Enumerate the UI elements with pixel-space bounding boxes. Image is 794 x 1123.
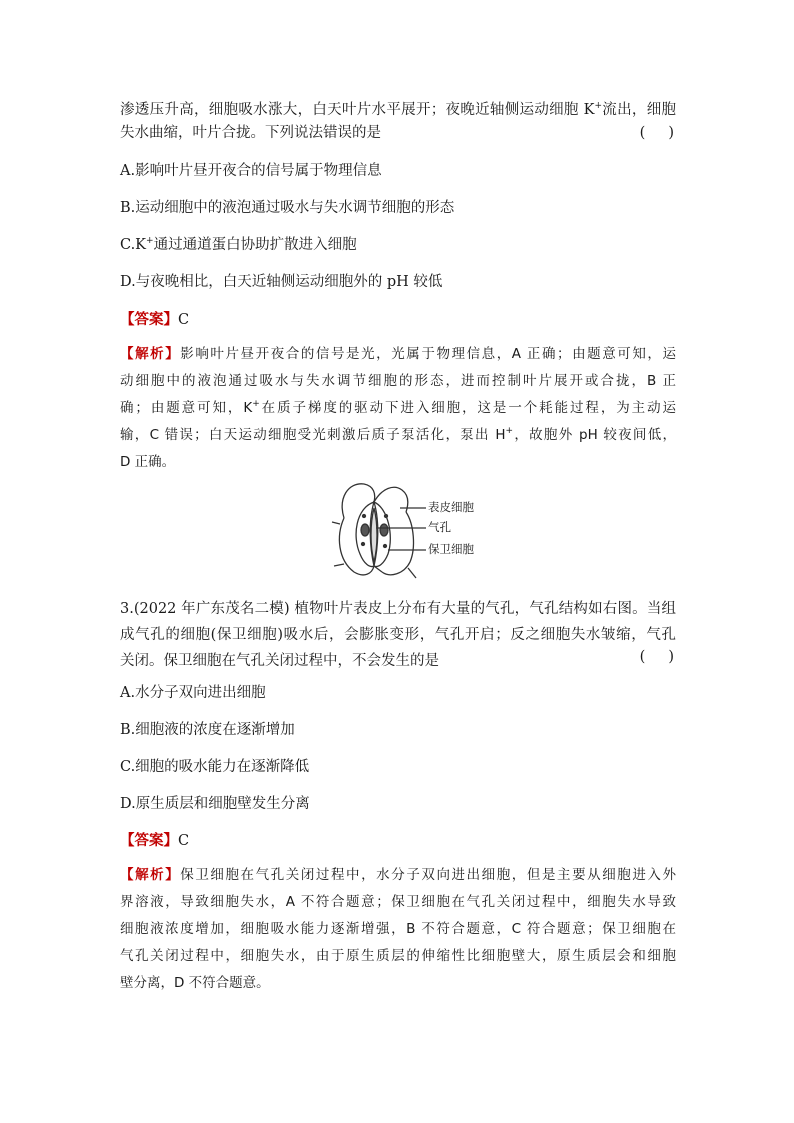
q3-analysis-row-2: 界溶液，导致细胞失水，A 不符合题意；保卫细胞在气孔关闭过程中，细胞失水导致 <box>120 894 676 910</box>
q3-option-c: C.细胞的吸水能力在逐渐降低 <box>120 759 310 775</box>
q3-analysis <box>120 862 676 997</box>
q2-analysis-row-4: 输，C 错误；白天运动细胞受光刺激后质子泵活化，泵出 H+，故胞外 pH 较夜间低， <box>120 426 676 443</box>
q2-analysis-row-3: 确；由题意可知，K+在质子梯度的驱动下进入细胞，这是一个耗能过程，为主动运 <box>120 399 677 416</box>
q3-analysis-row-3: 细胞液浓度增加，细胞吸水能力逐渐增强，B 不符合题意，C 符合题意；保卫细胞在 <box>120 921 676 937</box>
q3-stem-line-3: 关闭。保卫细胞在气孔关闭过程中，不会发生的是 <box>120 653 439 669</box>
q3-option-d: D.原生质层和细胞壁发生分离 <box>120 796 310 812</box>
q2-answer-bracket: ( ) <box>639 125 674 141</box>
answer-tag: 【答案】 <box>120 832 178 849</box>
q3-option-b: B.细胞液的浓度在逐渐增加 <box>120 722 295 738</box>
q3-option-a: A.水分子双向进出细胞 <box>120 685 266 701</box>
q3-answer-bracket: ( ) <box>639 649 674 665</box>
label-epidermal-cell: 表皮细胞 <box>428 500 474 514</box>
q3-analysis-row-4: 气孔关闭过程中，细胞失水，由于原生质层的伸缩性比细胞壁大，原生质层会和细胞 <box>120 948 676 964</box>
analysis-tag: 【解析】 <box>120 867 181 883</box>
q2-analysis-row-1: 【解析】影响叶片昼开夜合的信号是光，光属于物理信息，A 正确；由题意可知，运 <box>120 346 677 362</box>
q2-option-a: A.影响叶片昼开夜合的信号属于物理信息 <box>120 163 382 179</box>
q3-answer <box>120 831 189 851</box>
answer-value: C <box>178 312 190 328</box>
answer-tag: 【答案】 <box>120 311 178 328</box>
answer-value: C <box>178 833 190 849</box>
stomata-figure <box>330 478 474 580</box>
q3-stem-line-1: 3.(2022 年广东茂名二模) 植物叶片表皮上分布有大量的气孔，气孔结构如右图。当组 <box>120 601 676 617</box>
q2-option-d: D.与夜晚相比，白天近轴侧运动细胞外的 pH 较低 <box>120 274 443 290</box>
q3-analysis-row-5: 壁分离，D 不符合题意。 <box>120 975 270 991</box>
q2-analysis-row-2: 动细胞中的液泡通过吸水与失水调节细胞的形态，进而控制叶片展开或合拢，B 正 <box>120 373 676 389</box>
q3-stem <box>120 596 676 674</box>
q2-option-c: C.K+通过通道蛋白协助扩散进入细胞 <box>120 236 357 253</box>
label-stoma: 气孔 <box>428 520 451 534</box>
q3-stem-line-2: 成气孔的细胞(保卫细胞)吸水后，会膨胀变形，气孔开启；反之细胞失水皱缩，气孔 <box>120 627 676 643</box>
q2-option-b: B.运动细胞中的液泡通过吸水与失水调节细胞的形态 <box>120 200 455 216</box>
q2-analysis-row-5: D 正确。 <box>120 454 176 470</box>
q2-stem-line-2: 失水曲缩，叶片合拢。下列说法错误的是 <box>120 125 381 141</box>
q2-answer <box>120 310 189 330</box>
label-guard-cell: 保卫细胞 <box>428 542 474 556</box>
q2-stem-line-1: 渗透压升高，细胞吸水涨大，白天叶片水平展开；夜晚近轴侧运动细胞 K+流出，细胞 <box>120 101 676 118</box>
analysis-tag: 【解析】 <box>120 346 181 362</box>
q3-analysis-row-1: 【解析】保卫细胞在气孔关闭过程中，水分子双向进出细胞，但是主要从细胞进入外 <box>120 867 677 883</box>
q2-analysis <box>120 341 676 476</box>
